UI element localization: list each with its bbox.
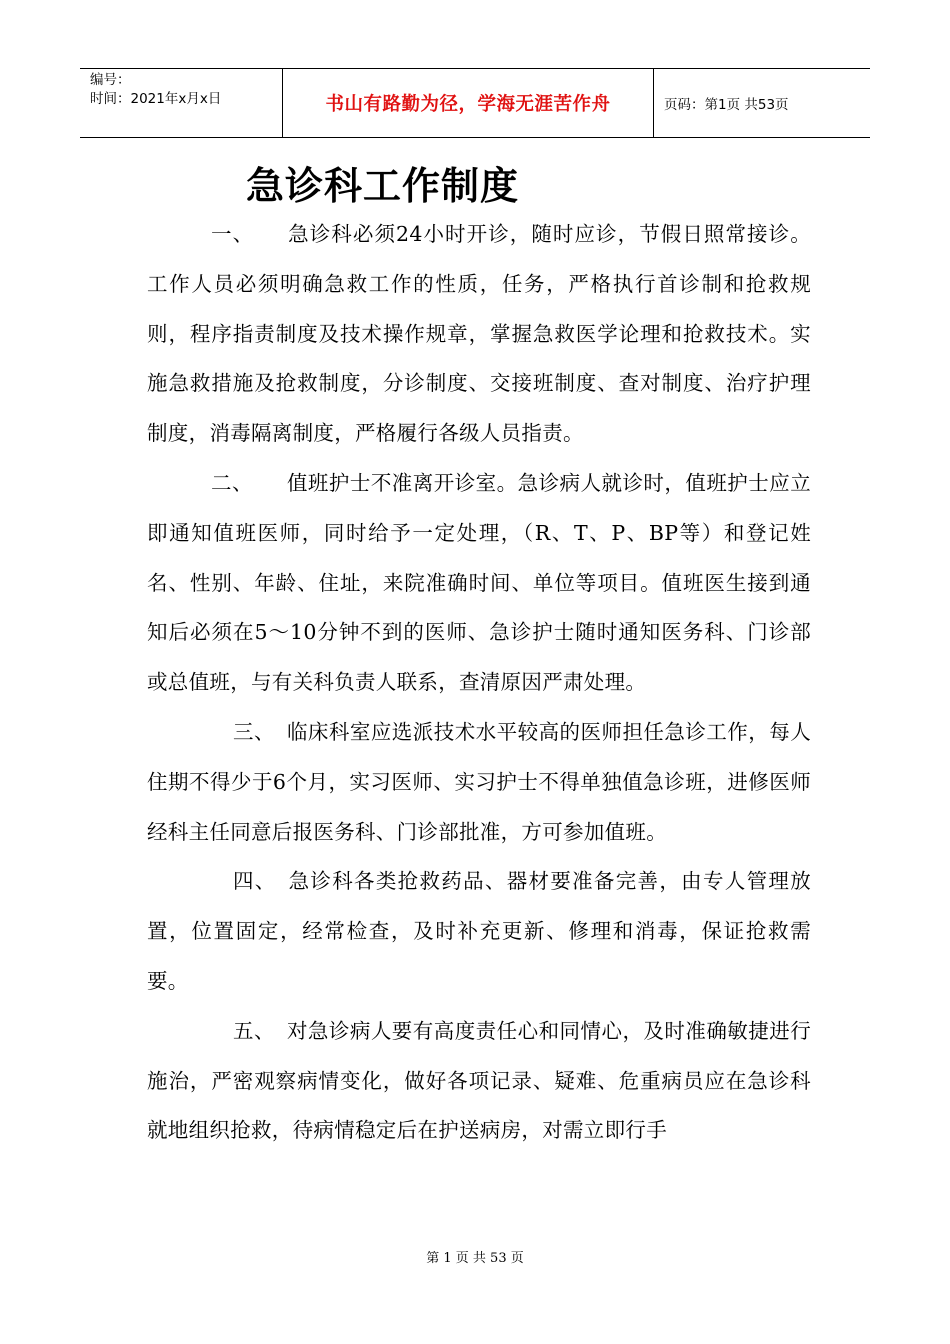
paragraph-number: 二、 [211,470,253,495]
paragraph-text: 对急诊病人要有高度责任心和同情心，及时准确敏捷进行施治，严密观察病情变化，做好各项记录、疑难、危重病员应在急诊科就地组织抢救，待病情稳定后在护送病房，对需立即行手 [147,1018,812,1143]
date-label: 时间：2021年x月x日 [90,91,222,107]
paragraph-number: 三、 [233,719,275,744]
header-table [80,68,870,138]
paragraph-text: 急诊科必须24小时开诊，随时应诊，节假日照常接诊。工作人员必须明确急救工作的性质，任务，严格执行首诊制和抢救规则，程序指责制度及技术操作规章，掌握急救医学论理和抢救技术。实施急救措施及抢救制度，分诊制度、交接班制度、查对制度、治疗护理制度，消毒隔离制度，严格履行各级人员指责。 [147,222,811,446]
document-body [147,210,811,1156]
paragraph-number: 五、 [233,1018,275,1043]
paragraph-2 [147,459,811,708]
number-label: 编号： [90,72,131,88]
page-info-text: 页码：第1页 共53页 [664,97,789,113]
paragraph-5 [147,1007,811,1156]
header-meta [80,69,282,137]
document-title: 急诊科工作制度 [246,164,520,208]
header-page-info [654,69,870,137]
paragraph-text: 临床科室应选派技术水平较高的医师担任急诊工作，每人住期不得少于6个月，实习医师、实习护士不得单独值急诊班，进修医师经科主任同意后报医务科、门诊部批准，方可参加值班。 [147,719,812,844]
paragraph-number: 四、 [233,869,277,894]
paragraph-text: 值班护士不准离开诊室。急诊病人就诊时，值班护士应立即通知值班医师，同时给予一定处理，（R、T、P、BP等）和登记姓名、性别、年龄、住址，来院准确时间、单位等项目。值班医生接到通知后必须在5～10分钟不到的医师、急诊护士随时通知医务科、门诊部或总值班，与有关科负责人联系，查清原因严肃处理。 [147,470,812,695]
paragraph-text: 急诊科各类抢救药品、器材要准备完善，由专人管理放置，位置固定，经常检查，及时补充更新、修理和消毒，保证抢救需要。 [147,869,811,993]
paragraph-3 [147,708,811,857]
paragraph-4 [147,857,811,1006]
header-motto-cell [282,69,654,137]
motto-text: 书山有路勤为径，学海无涯苦作舟 [325,94,611,115]
paragraph-1 [147,210,811,459]
page-footer: 第 1 页 共 53 页 [426,1251,524,1266]
paragraph-number: 一、 [211,222,255,246]
